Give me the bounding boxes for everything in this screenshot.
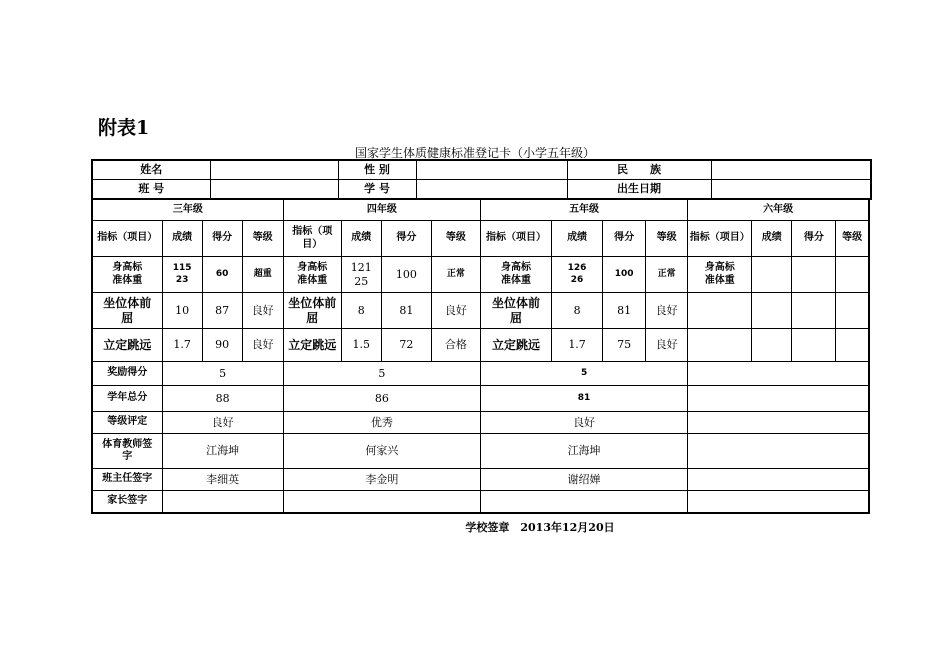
g4-parent-sign[interactable] <box>283 491 480 513</box>
appendix-heading: 附表1 <box>98 117 150 139</box>
hw-line1: 身高标 <box>500 262 531 273</box>
hw-line1: 身高标 <box>112 262 143 273</box>
grade5-header: 五年级 <box>480 200 687 221</box>
g4-level-header: 等级 <box>431 221 480 257</box>
g3-hw-result <box>162 257 202 293</box>
birthdate-label: 出生日期 <box>567 180 711 200</box>
name-label: 姓名 <box>92 160 210 180</box>
g5-rating: 良好 <box>480 412 687 434</box>
g3-indicator-header: 指标（项目） <box>92 221 162 257</box>
g3-bonus: 5 <box>162 362 283 386</box>
g5-lj-result: 1.7 <box>552 329 603 362</box>
rating-label: 等级评定 <box>92 412 162 434</box>
g6-lj-score[interactable] <box>792 329 836 362</box>
g5-indicator-header: 指标（项目） <box>480 221 551 257</box>
g3-sr-result: 10 <box>162 293 202 329</box>
g5-weight: 26 <box>570 274 584 285</box>
g6-indicator-header: 指标（项目） <box>688 221 752 257</box>
g4-lj-label: 立定跳远 <box>283 329 341 362</box>
class-label: 班 号 <box>92 180 210 200</box>
form-caption: 国家学生体质健康标准登记卡（小学五年级） <box>354 146 595 160</box>
sr-line1: 坐位体前 <box>103 295 152 310</box>
g6-sr-level[interactable] <box>836 293 869 329</box>
hw-line2: 准体重 <box>704 274 735 286</box>
g4-indicator-header <box>283 221 341 257</box>
g3-sr-label <box>92 293 162 329</box>
head-sign-label: 班主任签字 <box>92 469 162 491</box>
grade6-header: 六年级 <box>688 200 869 221</box>
g3-sr-level: 良好 <box>242 293 283 329</box>
g5-total: 81 <box>480 386 687 412</box>
g4-lj-score: 72 <box>381 329 431 362</box>
hw-line1: 身高标 <box>704 262 735 273</box>
sr-line1: 坐位体前 <box>491 295 540 310</box>
hw-line2: 准体重 <box>500 274 531 286</box>
g3-total: 88 <box>162 386 283 412</box>
g3-hw-label <box>92 257 162 293</box>
g4-score-header: 得分 <box>381 221 431 257</box>
gender-label: 性 别 <box>338 160 416 180</box>
g6-hw-level[interactable] <box>836 257 869 293</box>
g4-weight: 25 <box>354 274 369 288</box>
g3-height: 115 <box>172 263 192 274</box>
g4-sr-label <box>283 293 341 329</box>
g6-level-header: 等级 <box>836 221 869 257</box>
g4-sr-result: 8 <box>341 293 381 329</box>
g4-sr-score: 81 <box>381 293 431 329</box>
g4-pe-teacher: 何家兴 <box>283 434 480 469</box>
student-info-table <box>91 159 872 200</box>
g6-lj-label[interactable] <box>688 329 752 362</box>
g6-head-teacher[interactable] <box>688 469 869 491</box>
g5-parent-sign[interactable] <box>480 491 687 513</box>
g5-pe-teacher: 江海坤 <box>480 434 687 469</box>
g6-total[interactable] <box>688 386 869 412</box>
g6-sr-label[interactable] <box>688 293 752 329</box>
ethnicity-label: 民 族 <box>567 160 711 180</box>
g6-sr-result[interactable] <box>752 293 792 329</box>
gender-field[interactable] <box>416 160 567 180</box>
pe-sign-line1: 体育教师签 <box>102 438 153 450</box>
g5-sr-score: 81 <box>603 293 646 329</box>
school-seal-date: 学校签章 2013年12月20日 <box>465 521 615 534</box>
pe-sign-label <box>92 434 162 469</box>
g5-sr-label <box>480 293 551 329</box>
hw-line1: 身高标 <box>297 262 328 273</box>
g4-indicator-line2: 目） <box>302 238 323 250</box>
g3-score-header: 得分 <box>202 221 242 257</box>
sr-line2: 屈 <box>306 310 319 325</box>
g5-hw-result <box>552 257 603 293</box>
g5-hw-score: 100 <box>603 257 646 293</box>
sr-line2: 屈 <box>121 310 134 325</box>
g3-lj-label: 立定跳远 <box>92 329 162 362</box>
g3-pe-teacher: 江海坤 <box>162 434 283 469</box>
g4-lj-level: 合格 <box>431 329 480 362</box>
g3-level-header: 等级 <box>242 221 283 257</box>
student-no-label: 学 号 <box>338 180 416 200</box>
parent-sign-label: 家长签字 <box>92 491 162 513</box>
g6-result-header: 成绩 <box>752 221 792 257</box>
g5-score-header: 得分 <box>603 221 646 257</box>
g4-hw-level: 正常 <box>431 257 480 293</box>
g4-head-teacher: 李金明 <box>283 469 480 491</box>
g6-bonus[interactable] <box>688 362 869 386</box>
g4-height: 121 <box>350 260 372 274</box>
total-label: 学年总分 <box>92 386 162 412</box>
g5-level-header: 等级 <box>646 221 688 257</box>
birthdate-field[interactable] <box>711 180 871 200</box>
g4-rating: 优秀 <box>283 412 480 434</box>
g3-weight: 23 <box>175 274 189 285</box>
g5-height: 126 <box>567 263 587 274</box>
g6-sr-score[interactable] <box>792 293 836 329</box>
g6-hw-label <box>688 257 752 293</box>
bonus-label: 奖励得分 <box>92 362 162 386</box>
g6-pe-teacher[interactable] <box>688 434 869 469</box>
hw-line2: 准体重 <box>112 274 143 286</box>
g5-head-teacher: 谢绍婵 <box>480 469 687 491</box>
g5-lj-score: 75 <box>603 329 646 362</box>
g3-parent-sign[interactable] <box>162 491 283 513</box>
g3-lj-score: 90 <box>202 329 242 362</box>
grade4-header: 四年级 <box>283 200 480 221</box>
sr-line1: 坐位体前 <box>288 295 337 310</box>
g4-bonus: 5 <box>283 362 480 386</box>
g4-hw-score: 100 <box>381 257 431 293</box>
g5-bonus: 5 <box>480 362 687 386</box>
g3-result-header: 成绩 <box>162 221 202 257</box>
g4-indicator-line1: 指标（项 <box>292 226 333 237</box>
g5-lj-level: 良好 <box>646 329 688 362</box>
g3-hw-score: 60 <box>202 257 242 293</box>
g5-sr-result: 8 <box>552 293 603 329</box>
grade3-header: 三年级 <box>92 200 283 221</box>
g4-hw-result <box>341 257 381 293</box>
g6-score-header: 得分 <box>792 221 836 257</box>
g4-sr-level: 良好 <box>431 293 480 329</box>
g3-lj-level: 良好 <box>242 329 283 362</box>
g5-result-header: 成绩 <box>552 221 603 257</box>
g3-hw-level: 超重 <box>242 257 283 293</box>
g4-result-header: 成绩 <box>341 221 381 257</box>
g5-hw-level: 正常 <box>646 257 688 293</box>
hw-line2: 准体重 <box>297 274 328 286</box>
pe-sign-line2: 字 <box>122 451 133 462</box>
class-field[interactable] <box>210 180 338 200</box>
g6-hw-result[interactable] <box>752 257 792 293</box>
g6-parent-sign[interactable] <box>688 491 869 513</box>
g6-lj-level[interactable] <box>836 329 869 362</box>
g4-total: 86 <box>283 386 480 412</box>
g6-lj-result[interactable] <box>752 329 792 362</box>
g5-sr-level: 良好 <box>646 293 688 329</box>
g6-hw-score[interactable] <box>792 257 836 293</box>
ethnicity-field[interactable] <box>711 160 871 180</box>
g6-rating[interactable] <box>688 412 869 434</box>
g5-hw-label <box>480 257 551 293</box>
sr-line2: 屈 <box>509 310 522 325</box>
g3-sr-score: 87 <box>202 293 242 329</box>
fitness-record-table <box>91 199 870 514</box>
g3-head-teacher: 李细英 <box>162 469 283 491</box>
g4-lj-result: 1.5 <box>341 329 381 362</box>
g3-rating: 良好 <box>162 412 283 434</box>
g4-hw-label <box>283 257 341 293</box>
name-field[interactable] <box>210 160 338 180</box>
g3-lj-result: 1.7 <box>162 329 202 362</box>
g5-lj-label: 立定跳远 <box>480 329 551 362</box>
student-no-field[interactable] <box>416 180 567 200</box>
